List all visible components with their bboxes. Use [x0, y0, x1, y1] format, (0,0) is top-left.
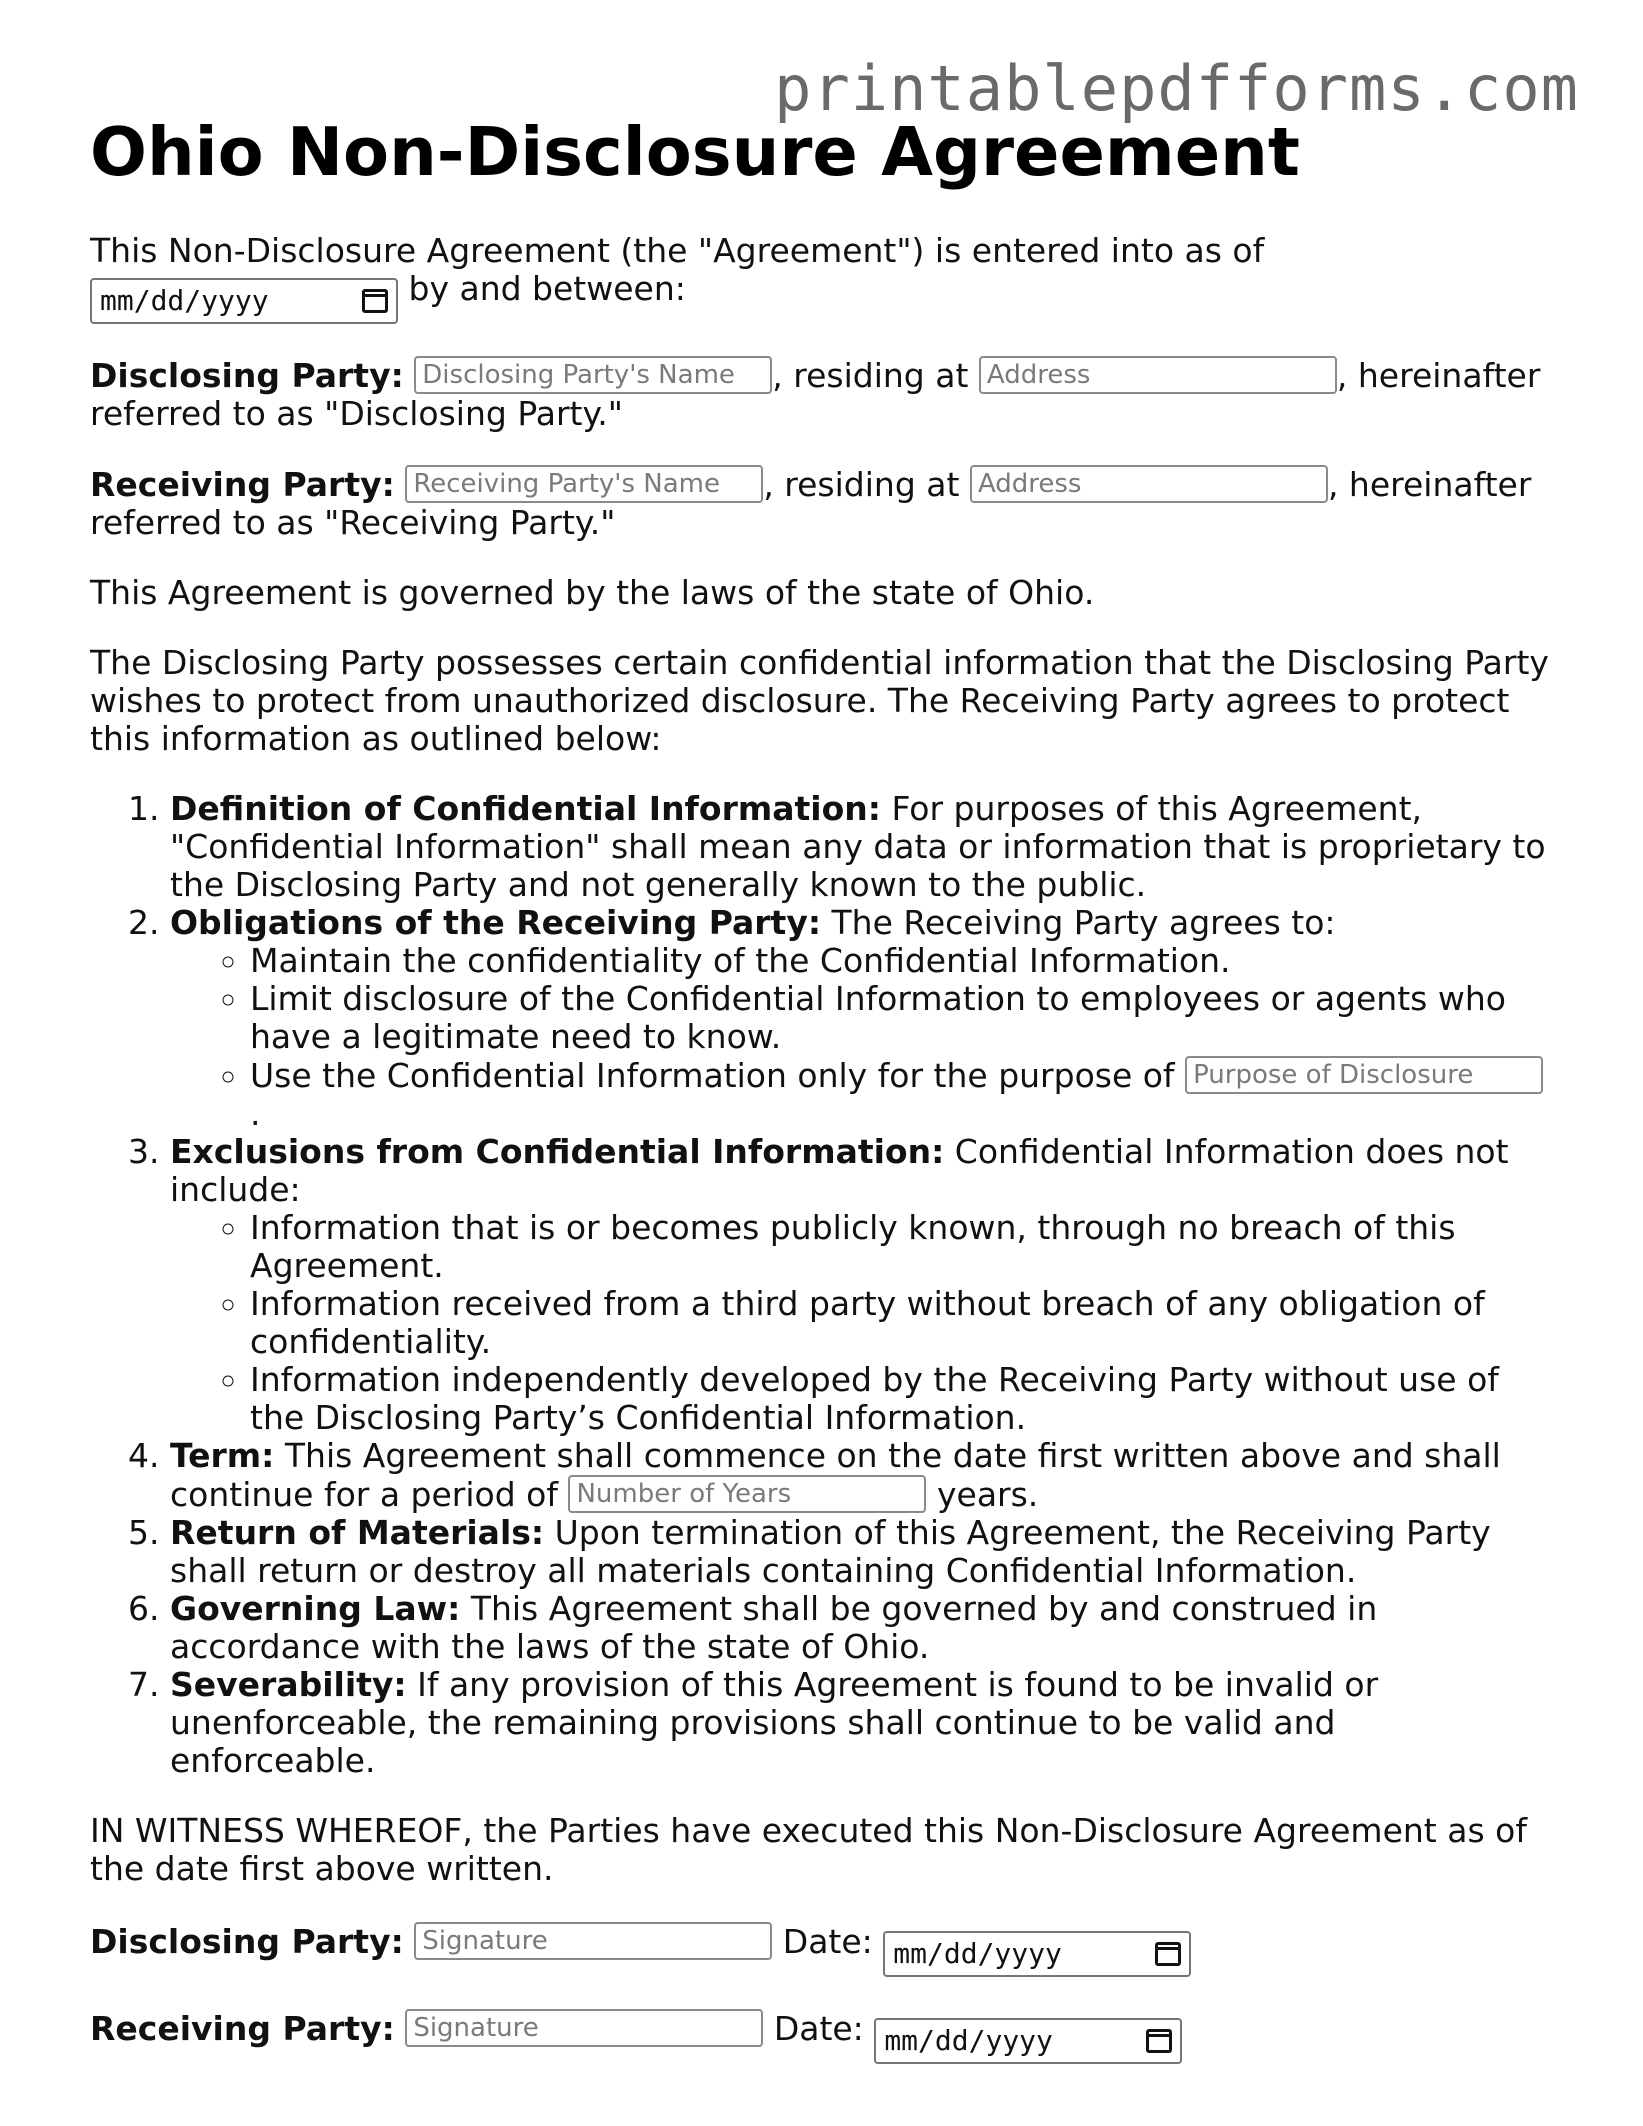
obligations-list [170, 942, 1550, 1133]
receiving-party-paragraph: Receiving Party: Receiving Party's Name , residing at Address , hereinafter referred to as "Receiving Party." [90, 465, 1532, 542]
receiving-party-label: Receiving Party: [90, 465, 395, 504]
intro-paragraph [90, 232, 1550, 324]
disclosing-party-paragraph: Disclosing Party: Disclosing Party's Name , residing at Address , hereinafter referred to as "Disclosing Party." [90, 356, 1541, 433]
list-item: ◦ Information independently developed by the Receiving Party without use of the Disclosing Party’s Confidential Information. [250, 1361, 1550, 1437]
clause-term: 4. Term: This Agreement shall commence on the date first written above and shall continue for a period of Number of Years years. [170, 1437, 1550, 1514]
clause-exclusions: 3. Exclusions from Confidential Information: Confidential Information does not include: ◦ Information that is or becomes publicly known, through no breach of this Agreement. ◦ Information received from a third party without breach of any obligation of confidentiality. ◦ Information independently developed by the Receiving Party without use of the Disclosing Party’s Confidential Information. [170, 1133, 1550, 1437]
document [90, 110, 1550, 2064]
clause-obligations: 2. Obligations of the Receiving Party: The Receiving Party agrees to: ◦ Maintain the confidentiality of the Confidential Information. ◦ Limit disclosure of the Confidential Information to employees or agents who have a legitimate need to know. ◦ Use the Confidential Information only for the purpose of Purpose of Disclosure. [170, 904, 1550, 1133]
clauses-list [90, 790, 1550, 1780]
calendar-icon[interactable] [362, 289, 388, 313]
clause-definition: 1. Definition of Confidential Information: For purposes of this Agreement, "Confidential Information" shall mean any data or information that is proprietary to the Disclosing Party and not generally known to the public. [170, 790, 1550, 904]
disclosing-address-input[interactable]: Address [979, 356, 1337, 394]
receiving-address-input[interactable]: Address [970, 465, 1328, 503]
clause-return: 5. Return of Materials: Upon termination of this Agreement, the Receiving Party shall return or destroy all materials containing Confidential Information. [170, 1514, 1550, 1590]
intro-tail: by and between: [408, 269, 686, 308]
witness-paragraph: IN WITNESS WHEREOF, the Parties have executed this Non-Disclosure Agreement as of the date first above written. [90, 1811, 1527, 1888]
disclosing-name-input[interactable]: Disclosing Party's Name [414, 356, 772, 394]
page-title: Ohio Non-Disclosure Agreement [90, 113, 1300, 191]
clause-governing-law: 6. Governing Law: This Agreement shall be governed by and construed in accordance with the laws of the state of Ohio. [170, 1590, 1550, 1666]
agreement-date-field[interactable]: mm/dd/yyyy [90, 278, 398, 324]
disclosing-signature-input[interactable]: Signature [414, 1922, 772, 1960]
governed-paragraph: This Agreement is governed by the laws of the state of Ohio. [90, 573, 1095, 612]
list-item: ◦ Information that is or becomes publicly known, through no breach of this Agreement. [250, 1209, 1550, 1285]
intro-text: This Non-Disclosure Agreement (the "Agreement") is entered into as of [90, 231, 1265, 270]
receiving-date-field[interactable]: mm/dd/yyyy [874, 2018, 1182, 2064]
receiving-signature-input[interactable]: Signature [405, 2009, 763, 2047]
watermark: printablepdfforms.com [774, 52, 1579, 125]
calendar-icon[interactable] [1155, 1942, 1181, 1966]
calendar-icon[interactable] [1146, 2029, 1172, 2053]
receiving-signature-row: Receiving Party: Signature Date: mm/dd/yyyy [90, 2009, 1550, 2064]
clause-severability: 7. Severability: If any provision of this Agreement is found to be invalid or unenforceable, the remaining provisions shall continue to be valid and enforceable. [170, 1666, 1550, 1780]
confidential-intro: The Disclosing Party possesses certain confidential information that the Disclosing Party wishes to protect from unauthorized disclosure. The Receiving Party agrees to protect this information as outlined below: [90, 643, 1549, 758]
list-item: ◦ Use the Confidential Information only for the purpose of Purpose of Disclosure. [250, 1056, 1550, 1133]
list-item: ◦ Maintain the confidentiality of the Confidential Information. [250, 942, 1550, 980]
list-item: ◦ Information received from a third party without breach of any obligation of confidentiality. [250, 1285, 1550, 1361]
disclosing-date-field[interactable]: mm/dd/yyyy [883, 1931, 1191, 1977]
list-item: ◦ Limit disclosure of the Confidential Information to employees or agents who have a legitimate need to know. [250, 980, 1550, 1056]
disclosing-party-label: Disclosing Party: [90, 356, 404, 395]
receiving-name-input[interactable]: Receiving Party's Name [405, 465, 763, 503]
exclusions-list [170, 1209, 1550, 1437]
years-input[interactable]: Number of Years [568, 1475, 926, 1513]
disclosing-signature-row: Disclosing Party: Signature Date: mm/dd/yyyy [90, 1922, 1550, 1977]
purpose-input[interactable]: Purpose of Disclosure [1185, 1056, 1543, 1094]
